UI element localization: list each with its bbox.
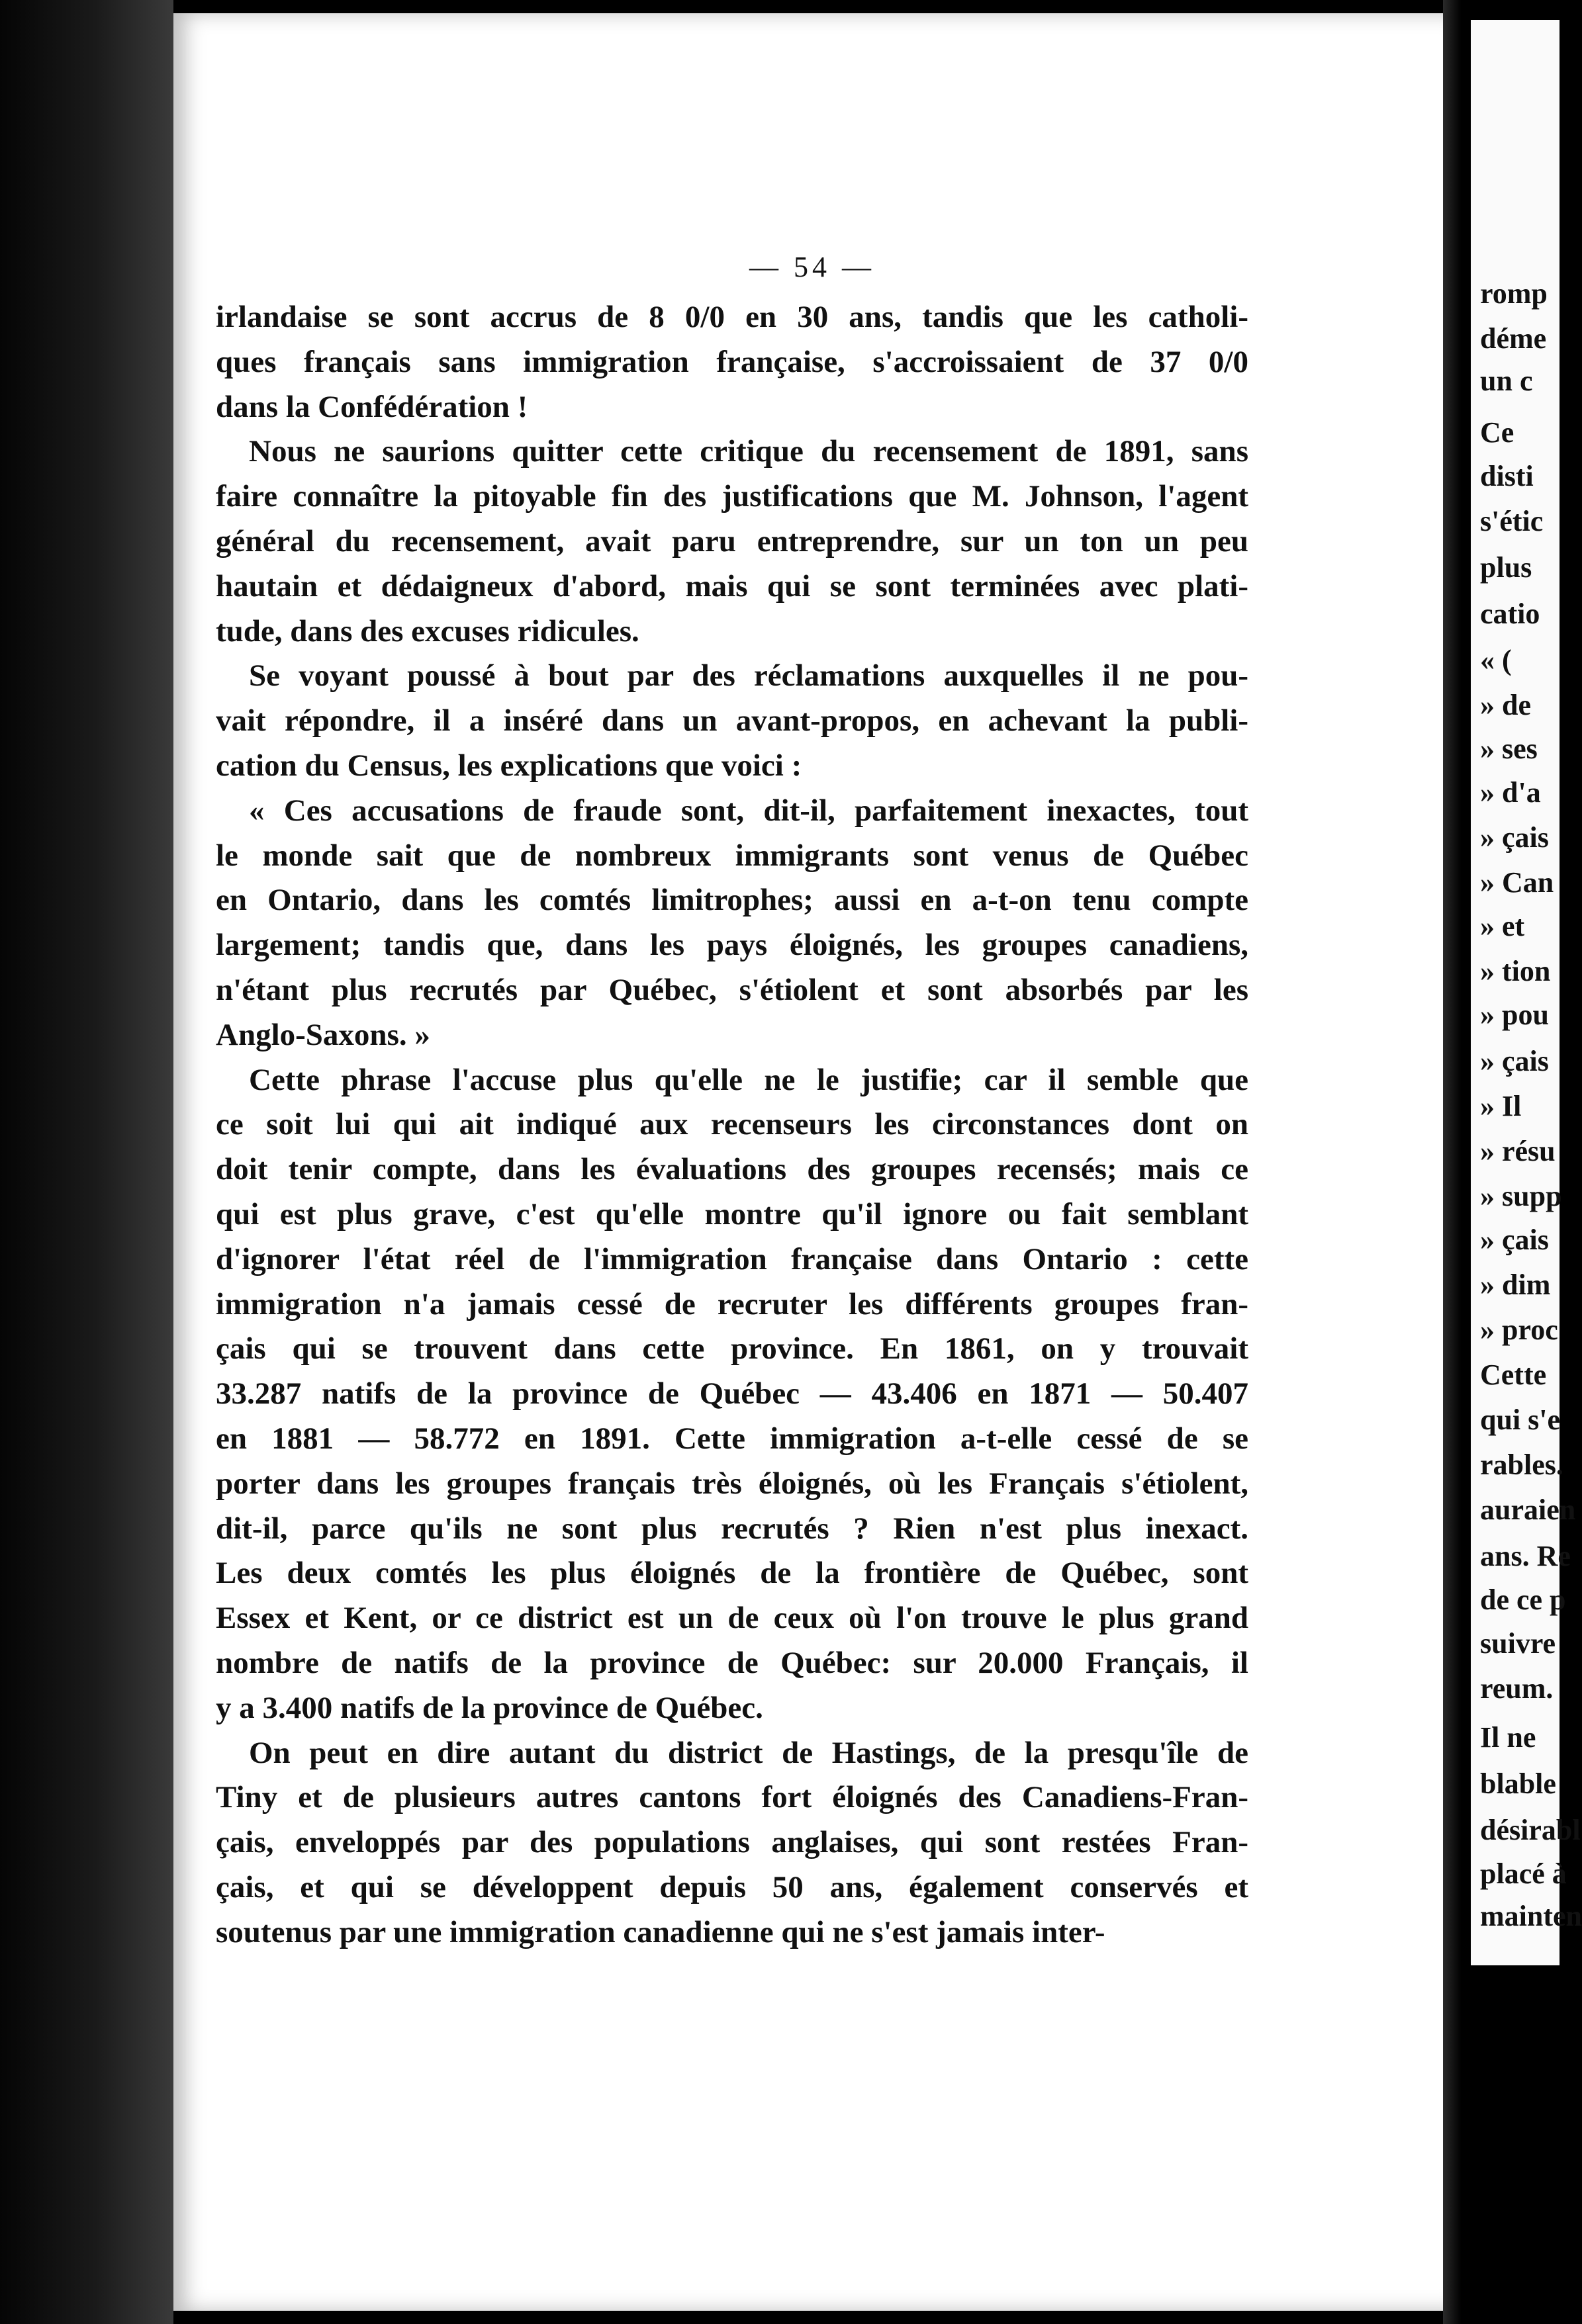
- text-line: qui est plus grave, c'est qu'elle montre qu'il ignore ou fait semblant: [216, 1196, 1248, 1231]
- text-line: le monde sait que de nombreux immigrants sont venus de Québec: [216, 838, 1248, 873]
- adjacent-page-fragment: ans. Re: [1480, 1540, 1571, 1572]
- text-line: doit tenir compte, dans les évaluations des groupes recensés; mais ce: [216, 1152, 1248, 1187]
- adjacent-page-fragment: » çais: [1480, 1224, 1549, 1256]
- paragraph: [216, 1058, 1248, 1731]
- adjacent-page-fragment: un c: [1480, 365, 1533, 397]
- page-body-text: [216, 295, 1248, 1955]
- adjacent-page-fragment: s'étic: [1480, 505, 1544, 537]
- left-binding-shadow: [0, 0, 173, 2324]
- adjacent-page-fragment: disti: [1480, 460, 1534, 492]
- text-line: n'étant plus recrutés par Québec, s'étiolent et sont absorbés par les: [216, 972, 1248, 1007]
- text-line: ques français sans immigration française, s'accroissaient de 37 0/0: [216, 344, 1248, 379]
- adjacent-page-fragment: auraien: [1480, 1494, 1576, 1526]
- adjacent-page-edge: [1471, 20, 1582, 1965]
- adjacent-page-fragment: Cette: [1480, 1359, 1547, 1391]
- paragraph: [216, 654, 1248, 788]
- adjacent-page-fragment: de ce p: [1480, 1584, 1566, 1616]
- adjacent-page-fragment: suivre: [1480, 1627, 1556, 1660]
- page-gutter: [1443, 0, 1473, 2324]
- text-line: d'ignorer l'état réel de l'immigration française dans Ontario : cette: [216, 1241, 1248, 1276]
- adjacent-page-fragment: rables.: [1480, 1449, 1563, 1481]
- text-line: cation du Census, les explications que voici :: [216, 748, 802, 783]
- text-line: y a 3.400 natifs de la province de Québec.: [216, 1690, 763, 1725]
- text-line: largement; tandis que, dans les pays éloignés, les groupes canadiens,: [216, 928, 1248, 963]
- text-line: Nous ne saurions quitter cette critique du recensement de 1891, sans: [249, 434, 1248, 469]
- text-line: porter dans les groupes français très éloignés, où les Français s'étiolent,: [216, 1466, 1248, 1501]
- adjacent-page-fragment: « (: [1480, 644, 1512, 676]
- adjacent-page-fragment: » çais: [1480, 1045, 1549, 1077]
- text-line: irlandaise se sont accrus de 8 0/0 en 30 ans, tandis que les catholi-: [216, 300, 1248, 334]
- text-line: faire connaître la pitoyable fin des justifications que M. Johnson, l'agent: [216, 479, 1248, 514]
- text-line: dit-il, parce qu'ils ne sont plus recrutés ? Rien n'est plus inexact.: [216, 1511, 1248, 1546]
- text-line: Les deux comtés les plus éloignés de la frontière de Québec, sont: [216, 1556, 1248, 1591]
- text-line: Se voyant poussé à bout par des réclamations auxquelles il ne pou-: [249, 658, 1248, 693]
- paragraph: [216, 295, 1248, 429]
- text-line: dans la Confédération !: [216, 389, 528, 424]
- text-line: çais, enveloppés par des populations anglaises, qui sont restées Fran-: [216, 1825, 1248, 1860]
- text-line: vait répondre, il a inséré dans un avant-propos, en achevant la publi-: [216, 703, 1248, 738]
- adjacent-page-fragment: blable: [1480, 1767, 1556, 1800]
- text-line: Cette phrase l'accuse plus qu'elle ne le justifie; car il semble que: [249, 1062, 1248, 1097]
- adjacent-page-fragment: » Can: [1480, 866, 1554, 899]
- adjacent-page-fragment: » proc: [1480, 1314, 1558, 1346]
- text-line: 33.287 natifs de la province de Québec — 43.406 en 1871 — 50.407: [216, 1376, 1248, 1411]
- adjacent-page-fragment: Ce: [1480, 416, 1514, 449]
- adjacent-page-fragment: placé à: [1480, 1857, 1567, 1890]
- adjacent-page-fragment: » de: [1480, 689, 1531, 721]
- text-line: çais qui se trouvent dans cette province. En 1861, on y trouvait: [216, 1331, 1248, 1366]
- text-line: immigration n'a jamais cessé de recruter les différents groupes fran-: [216, 1286, 1248, 1321]
- adjacent-page-fragment: » d'a: [1480, 776, 1541, 809]
- adjacent-page-fragment: catio: [1480, 598, 1540, 630]
- text-line: ce soit lui qui ait indiqué aux recenseurs les circonstances dont on: [216, 1107, 1248, 1142]
- paragraph: [216, 1731, 1248, 1955]
- text-line: « Ces accusations de fraude sont, dit-il, parfaitement inexactes, tout: [249, 793, 1248, 828]
- adjacent-page-fragment: » çais: [1480, 821, 1549, 854]
- text-line: Tiny et de plusieurs autres cantons fort éloignés des Canadiens-Fran-: [216, 1780, 1248, 1815]
- adjacent-page-fragment: plus: [1480, 551, 1532, 584]
- adjacent-page-fragment: » supp: [1480, 1180, 1562, 1212]
- adjacent-page-fragment: romp: [1480, 277, 1548, 310]
- text-line: hautain et dédaigneux d'abord, mais qui se sont terminées avec plati-: [216, 568, 1248, 603]
- text-line: en Ontario, dans les comtés limitrophes; aussi en a-t-on tenu compte: [216, 883, 1248, 918]
- adjacent-page-fragment: désirabl: [1480, 1814, 1581, 1846]
- adjacent-page-fragment: » dim: [1480, 1269, 1551, 1301]
- text-line: tude, dans des excuses ridicules.: [216, 613, 639, 648]
- adjacent-page-fragment: Il ne: [1480, 1721, 1536, 1754]
- text-line: soutenus par une immigration canadienne qui ne s'est jamais inter-: [216, 1914, 1105, 1949]
- text-line: général du recensement, avait paru entreprendre, sur un ton un peu: [216, 523, 1248, 559]
- paragraph: [216, 429, 1248, 654]
- adjacent-page-fragment: qui s'e: [1480, 1404, 1561, 1436]
- dark-background: [1471, 1965, 1559, 2324]
- paragraph: [216, 789, 1248, 1058]
- adjacent-page-fragment: » résu: [1480, 1135, 1556, 1167]
- text-line: çais, et qui se développent depuis 50 ans, également conservés et: [216, 1869, 1248, 1904]
- adjacent-page-fragment: » pou: [1480, 999, 1549, 1031]
- adjacent-page-fragment: » et: [1480, 910, 1525, 942]
- adjacent-page-fragment: » Il: [1480, 1090, 1522, 1122]
- text-line: Essex et Kent, or ce district est un de ceux où l'on trouve le plus grand: [216, 1601, 1248, 1636]
- adjacent-page-fragment: reum.: [1480, 1672, 1554, 1705]
- text-line: On peut en dire autant du district de Hastings, de la presqu'île de: [249, 1735, 1248, 1770]
- text-line: nombre de natifs de la province de Québec: sur 20.000 Français, il: [216, 1645, 1248, 1680]
- adjacent-page-fragment: » ses: [1480, 733, 1538, 765]
- adjacent-page-fragment: » tion: [1480, 955, 1551, 987]
- text-line: en 1881 — 58.772 en 1891. Cette immigration a-t-elle cessé de se: [216, 1421, 1248, 1456]
- text-line: Anglo-Saxons. »: [216, 1017, 430, 1052]
- page-number: — 54 —: [749, 251, 875, 283]
- adjacent-page-fragment: mainten: [1480, 1900, 1582, 1932]
- adjacent-page-fragment: déme: [1480, 322, 1547, 355]
